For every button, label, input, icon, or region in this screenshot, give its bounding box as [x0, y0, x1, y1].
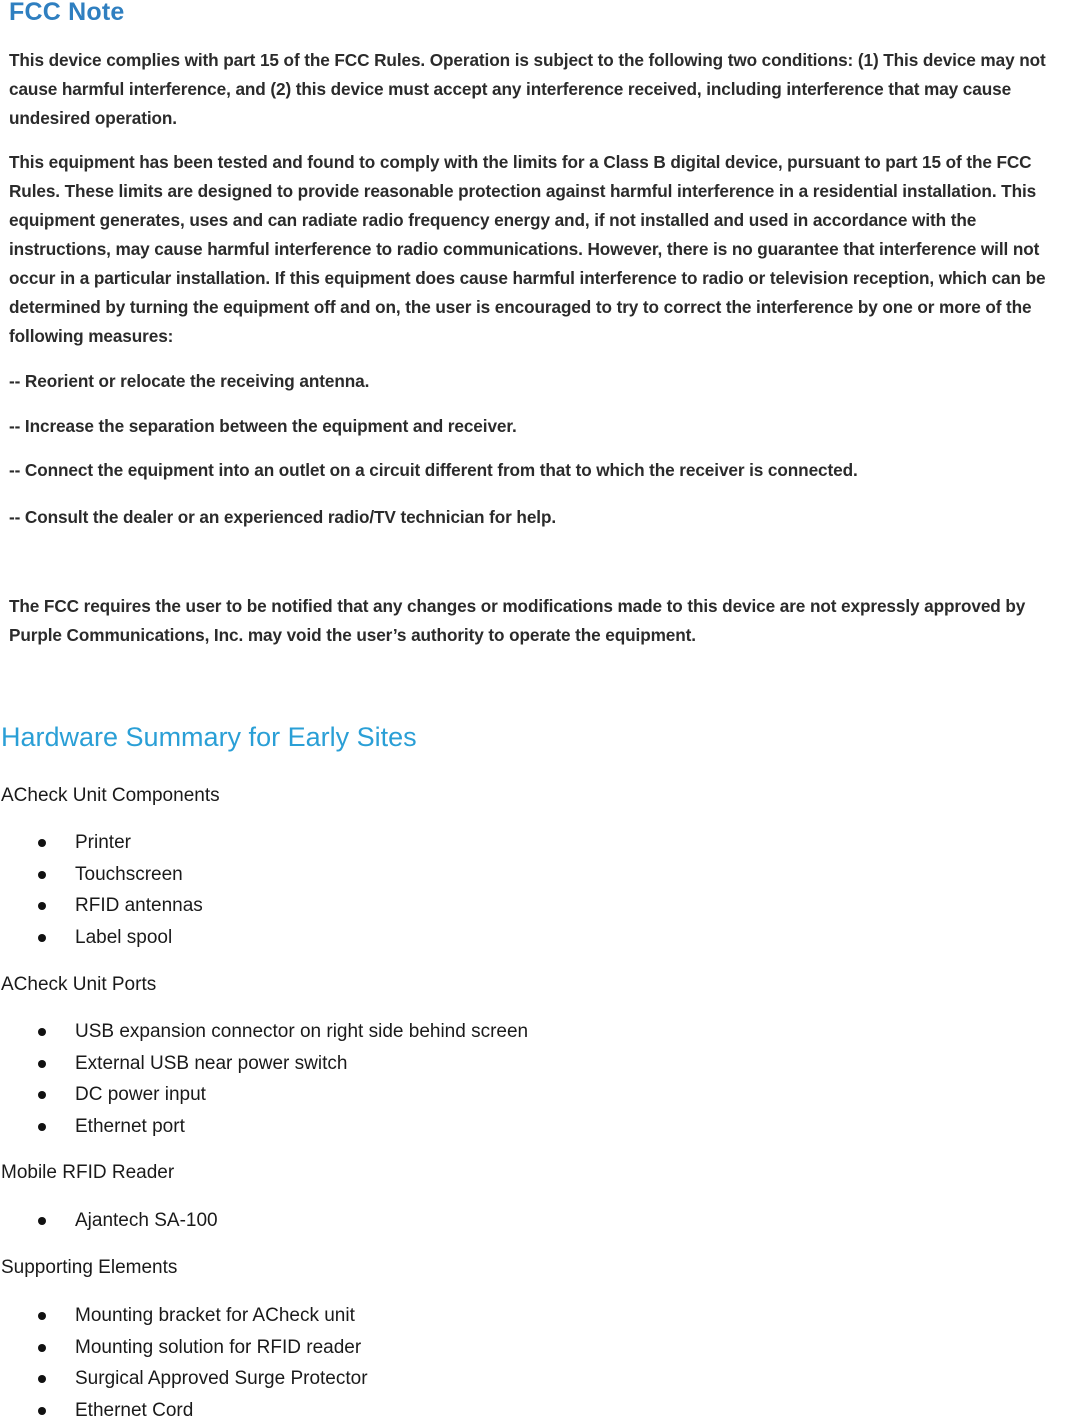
list-item: Printer	[0, 827, 203, 859]
list-item: Label spool	[0, 922, 203, 954]
section-heading-supporting: Supporting Elements	[1, 1257, 178, 1278]
fcc-paragraph-modifications: The FCC requires the user to be notified that any changes or modifications made to this device are not expressly approved by Purple Communications, Inc. may void the user’s authority to operate the equipment.	[9, 596, 1026, 645]
section-heading-rfid-reader: Mobile RFID Reader	[1, 1162, 175, 1183]
bullet-icon	[38, 1217, 46, 1225]
list-item: Ajantech SA-100	[0, 1205, 218, 1237]
supporting-elements-list	[0, 1300, 368, 1426]
list-item: Mounting solution for RFID reader	[0, 1332, 368, 1364]
bullet-icon	[38, 1091, 46, 1099]
list-item: External USB near power switch	[0, 1048, 528, 1080]
section-heading-ports: ACheck Unit Ports	[1, 974, 157, 995]
fcc-measure-item: -- Consult the dealer or an experienced radio/TV technician for help.	[9, 507, 557, 527]
bullet-icon	[38, 871, 46, 879]
fcc-note-title: FCC Note	[9, 0, 125, 26]
list-item: Ethernet Cord	[0, 1395, 368, 1426]
ports-list	[0, 1016, 528, 1142]
bullet-icon	[38, 1344, 46, 1352]
list-item: USB expansion connector on right side behind screen	[0, 1016, 528, 1048]
fcc-paragraph-conditions: This device complies with part 15 of the FCC Rules. Operation is subject to the following two conditions: (1) This device may not cause harmful interference, and (2) this device must accept any interference received, including interference that may cause undesired operation.	[9, 50, 1046, 128]
list-item: Mounting bracket for ACheck unit	[0, 1300, 368, 1332]
fcc-measure-item: -- Connect the equipment into an outlet on a circuit different from that to which the receiver is connected.	[9, 460, 858, 480]
bullet-icon	[38, 1375, 46, 1383]
bullet-icon	[38, 839, 46, 847]
bullet-icon	[38, 1407, 46, 1415]
bullet-icon	[38, 1028, 46, 1036]
bullet-icon	[38, 1060, 46, 1068]
list-item: Ethernet port	[0, 1111, 528, 1143]
bullet-icon	[38, 902, 46, 910]
fcc-paragraph-class-b: This equipment has been tested and found to comply with the limits for a Class B digital device, pursuant to part 15 of the FCC Rules. These limits are designed to provide reasonable protection against harmful interference in a residential installation. This equipment generates, uses and can radiate radio frequency energy and, if not installed and used in accordance with the instructions, may cause harmful interference to radio communications. However, there is no guarantee that interference will not occur in a particular installation. If this equipment does cause harmful interference to radio or television reception, which can be determined by turning the equipment off and on, the user is encouraged to try to correct the interference by one or more of the following measures:	[9, 152, 1046, 346]
list-item: RFID antennas	[0, 890, 203, 922]
list-item: Touchscreen	[0, 859, 203, 891]
components-list	[0, 827, 203, 953]
bullet-icon	[38, 934, 46, 942]
hardware-summary-title: Hardware Summary for Early Sites	[1, 722, 417, 752]
bullet-icon	[38, 1312, 46, 1320]
fcc-measure-item: -- Reorient or relocate the receiving antenna.	[9, 371, 370, 391]
fcc-measure-item: -- Increase the separation between the equipment and receiver.	[9, 416, 517, 436]
bullet-icon	[38, 1123, 46, 1131]
section-heading-components: ACheck Unit Components	[1, 785, 220, 806]
list-item: DC power input	[0, 1079, 528, 1111]
list-item: Surgical Approved Surge Protector	[0, 1363, 368, 1395]
rfid-reader-list	[0, 1205, 218, 1237]
